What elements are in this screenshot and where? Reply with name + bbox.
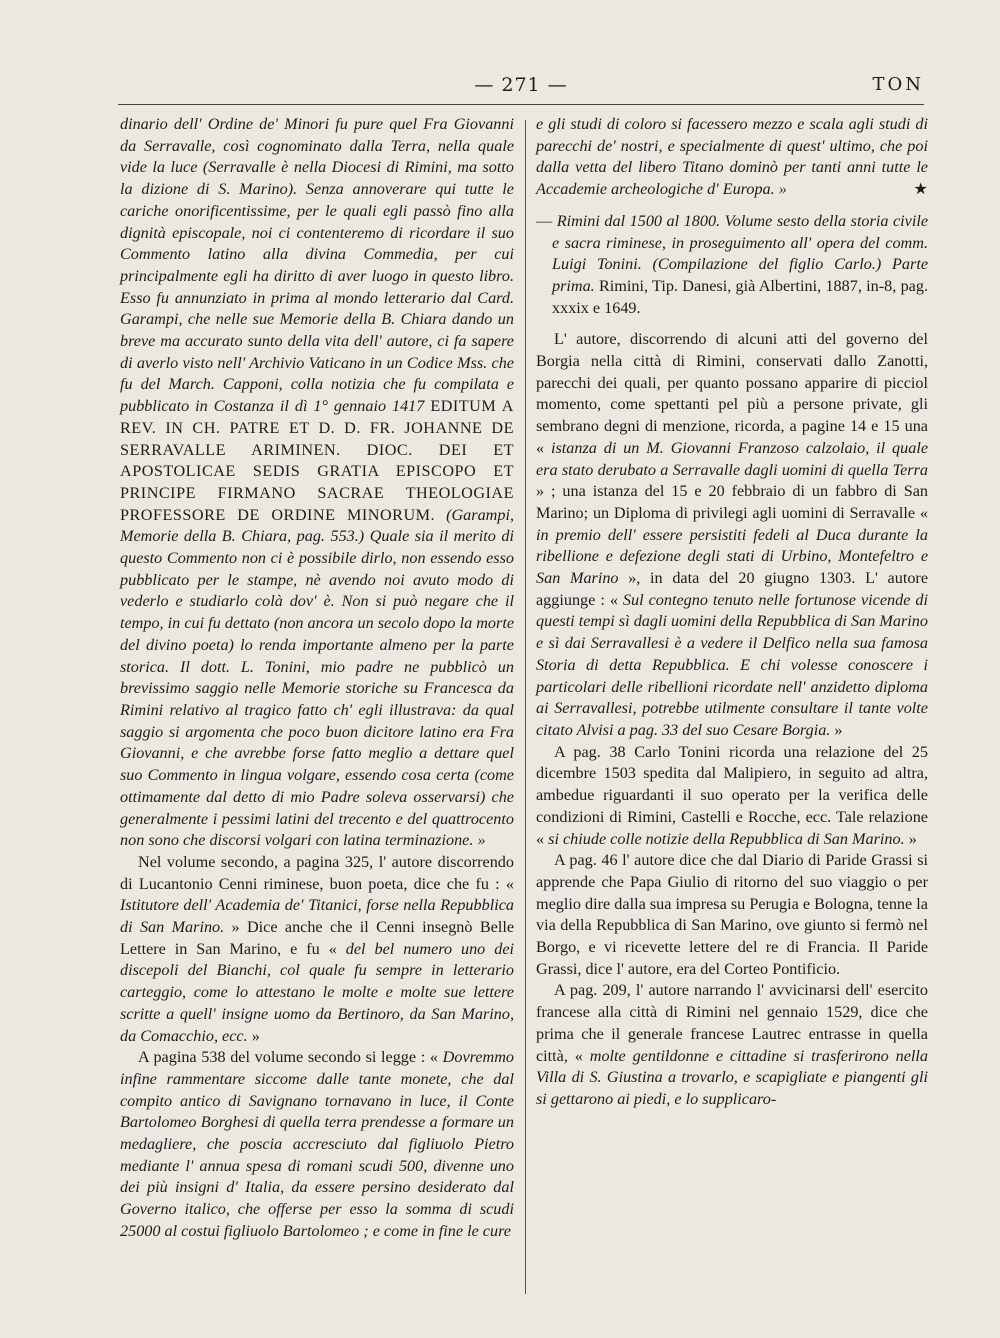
- left-paragraph-3: [120, 1047, 514, 1242]
- text-run: »: [247, 1026, 260, 1045]
- entry-title: Rimini dal 1500 al 1800. Volume sesto della storia civile e sacra riminese, in proseguimento all' opera del comm. Luigi Tonini. (Compilazione del figlio Carlo.) Parte prima.: [552, 211, 929, 295]
- right-paragraph-5: [536, 980, 928, 1110]
- text-run: (Garampi, Memorie della B. Chiara, pag. 553.) Quale sia il merito di questo Commento non ci è possibile dirlo, non essendo esso pubblicato per le stampe, nè avendo noi avuto modo di vederlo e studiarlo colà dov' è. Non si può negare che il tempo, in cui fu dettato (non ancora un secolo dopo la morte del divino poeta) lo renda importante almeno per la parte storica. Il dott. L. Tonini, mio padre ne pubblicò un brevissimo saggio nelle Memorie storiche su Francesca da Rimini relativo al tragico fatto ch' egli illustrava: da qual saggio si argomenta che poco buon dicitore latino era Fra Giovanni, e che avrebbe forse fatto meglio a dettare quel suo Commento in lingua volgare, essendo cosa certa (come ottimamente dal detto di mio Padre soleva osservarsi) che generalmente i pessimi latini del trecento e del quattrocento non sono che discorsi volgari con latina terminazione. »: [120, 505, 514, 850]
- text-run: e gli studi di coloro si facessero mezzo e scala agli studi di parecchi de' nostri, e specialmente di quest' ultimo, che poi dalla vetta del libero Titano dominò per tanti anni tutte le Accademie archeologiche d' Europa. »: [536, 115, 928, 199]
- star-ornament: ★: [913, 180, 928, 199]
- text-run: del bel numero uno dei discepoli del Bianchi, col quale fu sempre in letterario carteggio, come lo attestano le molte e molte sue lettere scritte a quell' insigne uomo da Bertinoro, da San Marino, da Comacchio, ecc.: [120, 939, 514, 1045]
- text-run: si chiude colle notizie della Repubblica di San Marino.: [548, 829, 905, 848]
- left-column: [120, 114, 514, 1243]
- text-run-smallcaps: EDITUM A REV. IN CH. PATRE ET D. D. FR. JOHANNE DE SERRAVALLE ARIMINEN. DIOC. DEI ET APOSTOLICAE SEDIS GRATIA EPISCOPO ET PRINCIPE FIRMANO SACRAE THEOLOGIAE PROFESSORE DE ORDINE MINORUM.: [120, 397, 514, 524]
- right-paragraph-1: [536, 114, 928, 201]
- text-run: », in data del 20 giugno 1303. L' autore aggiunge : «: [536, 569, 928, 609]
- right-column: [536, 114, 928, 1111]
- text-run: A pagina 538 del volume secondo si legge : «: [138, 1048, 443, 1067]
- right-paragraph-3: [536, 742, 928, 851]
- bibliography-entry: [536, 211, 928, 320]
- page-header: [118, 74, 924, 102]
- text-run: molte gentildonne e cittadine si trasferirono nella Villa di S. Giustina a trovarlo, e scapigliate e piangenti gli si gettarono ai piedi, e lo supplicaro-: [536, 1046, 928, 1108]
- text-run: Nel volume secondo, a pagina 325, l' autore discorrendo di Lucantonio Cenni riminese, buon poeta, dice che fu : «: [120, 852, 514, 893]
- text-run: » ; una istanza del 15 e 20 febbraio di un fabbro di San Marino; un Diploma di privilegi agli uomini di Serravalle «: [536, 482, 928, 522]
- running-head: TON: [872, 74, 924, 95]
- page-number: — 271 —: [474, 74, 568, 96]
- text-run: L' autore, discorrendo di alcuni atti del governo del Borgia nella città di Rimini, conservati dallo Zanotti, parecchi dei quali, per quanto possano apparire di picciol momento, come spettanti pel più a persone private, gli sembrano degni di menzione, ricorda, a pagine 14 e 15 una «: [536, 330, 928, 457]
- text-run: » Dice anche che il Cenni insegnò Belle Lettere in San Marino, e fu «: [120, 918, 514, 958]
- text-run: A pag. 38 Carlo Tonini ricorda una relazione del 25 dicembre 1503 spedita dal Malipiero, in seguito ad altra, ambedue riguardanti il suo operato per la verifica delle condizioni di Rimini, Castelli e Rocche, ecc. Tale relazione «: [536, 742, 928, 848]
- text-run: Istitutore dell' Academia de' Titanici, forse nella Repubblica di San Marino.: [120, 896, 514, 937]
- text-run: —: [536, 211, 557, 230]
- entry-imprint: Rimini, Tip. Danesi, già Albertini, 1887, in-8, pag. xxxix e 1649.: [552, 276, 928, 317]
- right-paragraph-4: [536, 850, 928, 980]
- right-paragraph-2: [536, 329, 928, 741]
- text-run: Sul contegno tenuto nelle fortunose vicende di questi tempi sì dagli uomini della Repubblica di San Marino e sì dai Serravallesi è a vedere il Delfico nella sua famosa Storia di detta Repubblica. E chi volesse conoscere i particolari delle ribellioni ricordate nell' anzidetto diploma ai Serravallesi, potrebbe utilmente consultare il tante volte citato Alvisi a pag. 33 del suo Cesare Borgia.: [536, 590, 928, 739]
- text-run: in premio dell' essere persistiti fedeli al Duca durante la ribellione e defezione degli stati di Urbino, Montefeltro e San Marino: [536, 525, 928, 588]
- text-run: »: [904, 829, 917, 848]
- column-divider: [525, 120, 526, 1294]
- text-run: A pag. 46 l' autore dice che dal Diario di Paride Grassi si apprende che Papa Giulio di ritorno del suo viaggio o per meglio dire dalla sua impresa su Perugia e Bologna, tenne la via della Repubblica di San Marino, ove giunto si fermò nel Borgo, e vi ricevette lettere del re di Francia. Il Paride Grassi, dice l' autore, era del Corteo Pontificio.: [536, 851, 928, 978]
- left-paragraph-1: [120, 114, 514, 852]
- text-run: A pag. 209, l' autore narrando l' avvicinarsi dell' esercito francese alla città di Rimini nel gennaio 1529, dice che prima che il generale francese Lautrec entrasse in quella città, «: [536, 981, 928, 1065]
- text-run: »: [830, 720, 843, 739]
- left-paragraph-2: [120, 852, 514, 1047]
- text-run: dinario dell' Ordine de' Minori fu pure quel Fra Giovanni da Serravalle, così cognominato dalla Terra, nella quale vide la luce (Serravalle è nella Diocesi di Rimini, ma sotto la dizione di S. Marino). Senza annoverare qui tutte le cariche onorificentissime, per le quali egli passò fino alla dignità episcopale, noi ci contenteremo di ricordare il suo Commento latino alla divina Commedia, per cui principalmente egli ha diritto di aver luogo in questo libro. Esso fu annunziato in prima al mondo letterario dal Card. Garampi, che nelle sue Memorie della B. Chiara dando un breve ma accurato sunto della vita dell' autore, ci fa sapere di averlo visto nell' Archivio Vaticano in un Codice Mss. che fu del March. Capponi, colla notizia che fu compilata e pubblicato in Costanza il dì 1° gennaio 1417: [120, 115, 514, 416]
- text-run: istanza di un M. Giovanni Franzoso calzolaio, il quale era stato derubato a Serravalle dagli uomini di quella Terra: [536, 438, 929, 479]
- text-run: Dovremmo infine rammentare siccome dalle tante monete, che dal compito antico di Savignano tornavano in luce, il Conte Bartolomeo Borghesi di quella terra prendesse a formare un medagliere, che poscia accresciuto dal figliuolo Pietro mediante l' annua spesa di romani scudi 500, divenne uno dei più insigni d' Italia, da essere persino desiderato dal Governo italico, che offerse per esso la somma di scudi 25000 al costui figliuolo Bartolomeo ; e come in fine le cure: [120, 1048, 514, 1240]
- header-rule: [118, 104, 924, 105]
